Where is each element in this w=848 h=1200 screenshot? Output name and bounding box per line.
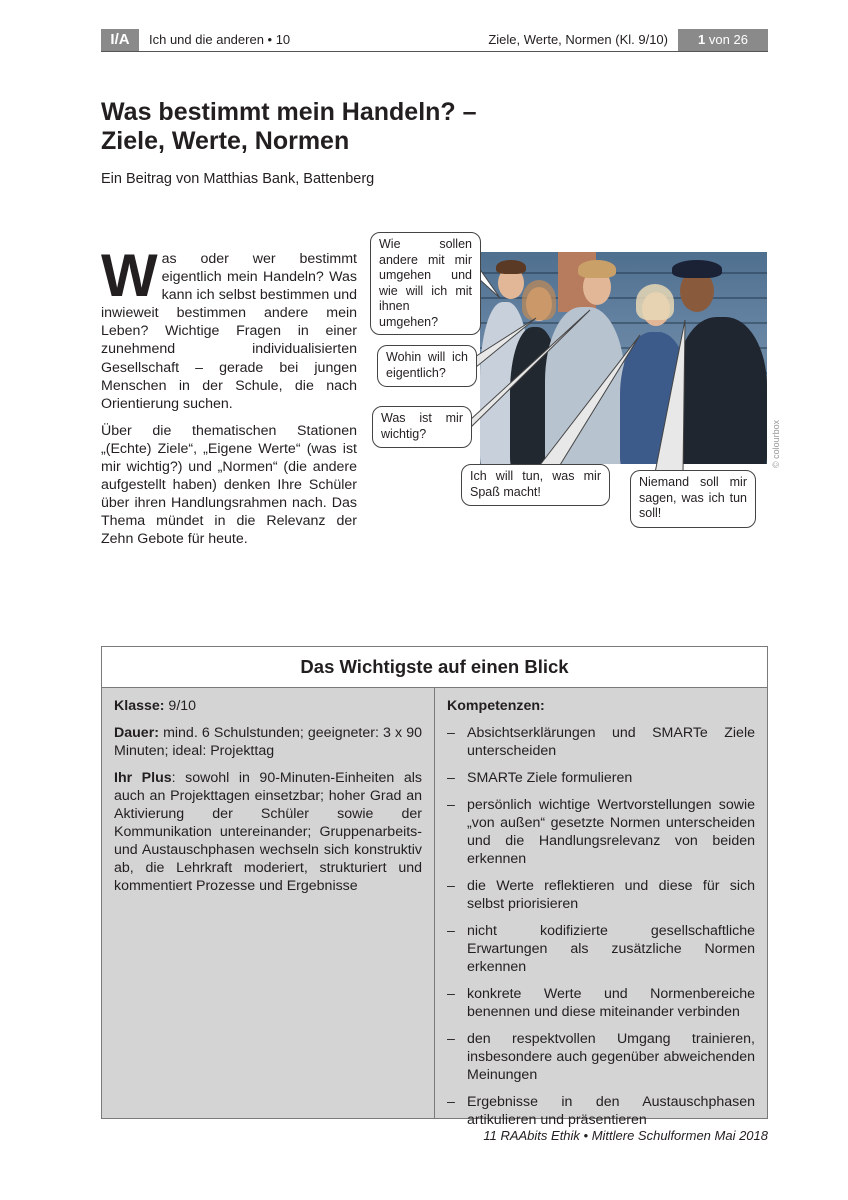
image-credit: © colourbox xyxy=(771,419,781,468)
speech-bubble-3: Was ist mir wichtig? xyxy=(372,406,472,448)
section-tag: I/A xyxy=(101,29,139,51)
teenagers-photo xyxy=(480,252,767,464)
list-item: – konkrete Werte und Normenbereiche benennen und diese miteinander verbinden xyxy=(447,985,755,1021)
klasse-label: Klasse: xyxy=(114,698,165,714)
list-item: – die Werte reflektieren und diese für sich selbst priorisieren xyxy=(447,877,755,913)
klasse-row xyxy=(114,697,422,715)
kompetenzen-label: Kompetenzen: xyxy=(447,698,545,714)
plus-label: Ihr Plus xyxy=(114,770,172,786)
plus-row xyxy=(114,769,422,895)
list-item: – Absichtserklärungen und SMARTe Ziele unterscheiden xyxy=(447,724,755,760)
overview-title: Das Wichtigste auf einen Blick xyxy=(102,647,767,688)
intro-paragraph-1-text: as oder wer bestimmt eigentlich mein Handeln? Was kann ich selbst bestimmen und inwieweit bestimmen andere mein Leben? Wichtige Fragen in einer zunehmend individualisierten Gesellschaft – gerade bei jungen Menschen in der Schule, die nach Orientierung suchen. xyxy=(101,251,357,412)
dauer-row xyxy=(114,724,422,760)
page-title xyxy=(101,98,621,156)
overview-box xyxy=(101,646,768,1128)
header-topic: Ziele, Werte, Normen (Kl. 9/10) xyxy=(488,32,668,47)
header-unit-title: Ich und die anderen • 10 xyxy=(149,32,291,47)
list-item: – den respektvollen Umgang trainieren, insbesondere auch gegenüber abweichenden Meinungen xyxy=(447,1030,755,1084)
intro-paragraph-1 xyxy=(101,242,357,413)
intro-text xyxy=(101,242,357,558)
title-line-1: Was bestimmt mein Handeln? – xyxy=(101,98,477,126)
page-footer: 11 RAAbits Ethik • Mittlere Schulformen Mai 2018 xyxy=(483,1128,768,1143)
author-line: Ein Beitrag von Matthias Bank, Battenberg xyxy=(101,171,375,187)
list-item: – nicht kodifizierte gesellschaftliche Erwartungen als zusätzliche Normen erkennen xyxy=(447,922,755,976)
list-item: – persönlich wichtige Wertvorstellungen sowie „von außen“ gesetzte Normen unterscheiden und die Handlungsrelevanz von beiden erkennen xyxy=(447,796,755,868)
dauer-value: mind. 6 Schulstunden; geeigneter: 3 x 90 Minuten; ideal: Projekttag xyxy=(114,725,422,759)
klasse-value: 9/10 xyxy=(164,698,197,714)
speech-bubble-5: Niemand soll mir sagen, was ich tun soll! xyxy=(630,470,756,528)
page-number xyxy=(678,29,768,51)
page-header xyxy=(101,29,768,52)
plus-value: : sowohl in 90-Minuten-Einheiten als auch an Projekttagen einsetzbar; hoher Grad an Aktivierung der Schüler sowie der Kommunikation untereinander; Gruppenarbeits- und Austauschphasen wechseln sich konstruktiv ab, die Lehrkraft moderiert, strukturiert und kommentiert Prozesse und Ergebnisse xyxy=(114,770,422,894)
overview-right-column xyxy=(435,688,767,1128)
page-current: 1 xyxy=(698,32,706,47)
title-line-2: Ziele, Werte, Normen xyxy=(101,127,350,155)
speech-bubble-2: Wohin will ich eigentlich? xyxy=(377,345,477,387)
kompetenzen-list xyxy=(447,724,755,1129)
list-item: – Ergebnisse in den Austauschphasen artikulieren und präsentieren xyxy=(447,1093,755,1129)
speech-bubble-4: Ich will tun, was mir Spaß macht! xyxy=(461,464,610,506)
intro-paragraph-2: Über die thematischen Stationen „(Echte) Ziele“, „Eigene Werte“ (was ist mir wichtig?) und „Normen“ (die andere aufgestellt haben) denken Ihre Schüler über ihren Handlungsrahmen nach. Das Thema mündet in die Relevanz der Zehn Gebote für heute. xyxy=(101,422,357,548)
speech-bubble-1: Wie sollen andere mit mir umgehen und wie will ich mit ihnen umgehen? xyxy=(370,232,481,335)
drop-cap: W xyxy=(101,242,158,309)
overview-left-column xyxy=(102,688,435,1118)
list-item: – SMARTe Ziele formulieren xyxy=(447,769,755,787)
page-total: von 26 xyxy=(705,32,748,47)
dauer-label: Dauer: xyxy=(114,725,159,741)
